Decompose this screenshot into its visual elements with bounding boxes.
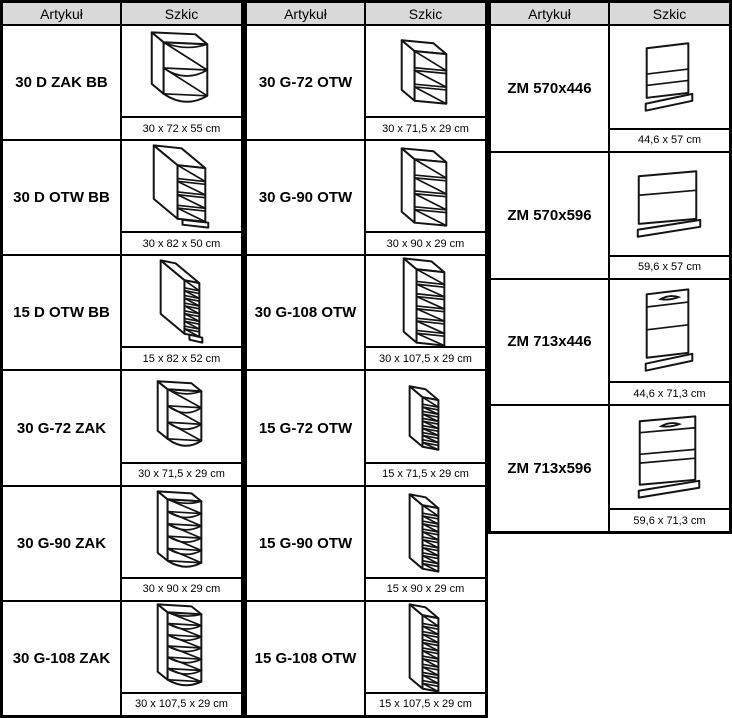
dimension-label: 30 x 71,5 x 29 cm xyxy=(366,116,485,139)
sketch-area xyxy=(122,487,241,577)
article-name: 30 G-72 ZAK xyxy=(3,371,120,484)
sketch-area xyxy=(122,602,241,692)
article-name: 30 D OTW BB xyxy=(3,141,120,254)
column-header-szkic: Szkic xyxy=(122,3,241,24)
sketch-cell xyxy=(610,406,729,531)
column-header-szkic: Szkic xyxy=(610,3,729,24)
open-shelf-cabinet-sketch xyxy=(366,26,485,116)
open-shelf-cabinet-sketch xyxy=(366,372,485,462)
dimension-label: 30 x 90 x 29 cm xyxy=(122,577,241,600)
panel-board-sketch xyxy=(610,159,729,249)
sketch-cell xyxy=(366,141,485,254)
article-name: 15 G-108 OTW xyxy=(247,602,364,715)
article-name: 15 G-90 OTW xyxy=(247,487,364,600)
sketch-area xyxy=(610,26,729,128)
dimension-label: 15 x 71,5 x 29 cm xyxy=(366,462,485,485)
article-name: ZM 713x596 xyxy=(491,406,608,531)
sketch-area xyxy=(122,26,241,116)
dimension-label: 30 x 107,5 x 29 cm xyxy=(366,346,485,369)
sketch-area xyxy=(366,256,485,346)
article-name: 30 G-108 OTW xyxy=(247,256,364,369)
article-name: ZM 570x596 xyxy=(491,153,608,278)
sketch-area xyxy=(366,141,485,231)
panel-board-sketch xyxy=(610,412,729,502)
sketch-cell xyxy=(610,26,729,151)
corner-open-cabinet-sketch xyxy=(122,487,241,577)
dimension-label: 30 x 72 x 55 cm xyxy=(122,116,241,139)
open-shelf-cabinet-sketch xyxy=(366,602,485,692)
article-name: 30 G-72 OTW xyxy=(247,26,364,139)
panel-board-sketch xyxy=(610,32,729,122)
open-shelf-cabinet-sketch xyxy=(122,256,241,346)
dimension-label: 15 x 107,5 x 29 cm xyxy=(366,692,485,715)
dimension-label: 15 x 90 x 29 cm xyxy=(366,577,485,600)
open-shelf-cabinet-sketch xyxy=(366,141,485,231)
dimension-label: 59,6 x 57 cm xyxy=(610,255,729,278)
dimension-label: 44,6 x 57 cm xyxy=(610,128,729,151)
corner-open-cabinet-sketch xyxy=(122,602,241,692)
sketch-cell xyxy=(366,26,485,139)
open-shelf-cabinet-sketch xyxy=(122,141,241,231)
sketch-area xyxy=(122,141,241,231)
column-header-szkic: Szkic xyxy=(366,3,485,24)
sketch-cell xyxy=(366,256,485,369)
sketch-cell xyxy=(122,371,241,484)
article-name: 30 G-90 OTW xyxy=(247,141,364,254)
sketch-area xyxy=(366,602,485,692)
dimension-label: 30 x 71,5 x 29 cm xyxy=(122,462,241,485)
dimension-label: 30 x 82 x 50 cm xyxy=(122,231,241,254)
article-name: 15 G-72 OTW xyxy=(247,371,364,484)
article-name: 30 G-108 ZAK xyxy=(3,602,120,715)
sketch-cell xyxy=(122,487,241,600)
catalog-table-2 xyxy=(244,0,488,718)
sketch-cell xyxy=(610,280,729,405)
catalog-table-3 xyxy=(488,0,732,534)
sketch-area xyxy=(610,280,729,382)
column-header-artykul: Artykuł xyxy=(247,3,364,24)
sketch-area xyxy=(610,153,729,255)
sketch-area xyxy=(366,26,485,116)
sketch-area xyxy=(366,487,485,577)
corner-open-cabinet-sketch xyxy=(122,372,241,462)
article-name: 30 D ZAK BB xyxy=(3,26,120,139)
corner-open-cabinet-sketch xyxy=(122,26,241,116)
dimension-label: 30 x 107,5 x 29 cm xyxy=(122,692,241,715)
article-name: 15 D OTW BB xyxy=(3,256,120,369)
panel-board-sketch xyxy=(610,285,729,375)
catalog-table-1 xyxy=(0,0,244,718)
sketch-cell xyxy=(122,602,241,715)
open-shelf-cabinet-sketch xyxy=(366,256,485,346)
dimension-label: 59,6 x 71,3 cm xyxy=(610,508,729,531)
sketch-area xyxy=(610,406,729,508)
sketch-area xyxy=(122,256,241,346)
column-header-artykul: Artykuł xyxy=(491,3,608,24)
article-name: ZM 570x446 xyxy=(491,26,608,151)
sketch-cell xyxy=(366,487,485,600)
sketch-cell xyxy=(122,26,241,139)
dimension-label: 30 x 90 x 29 cm xyxy=(366,231,485,254)
column-header-artykul: Artykuł xyxy=(3,3,120,24)
sketch-cell xyxy=(366,602,485,715)
sketch-cell xyxy=(122,256,241,369)
dimension-label: 44,6 x 71,3 cm xyxy=(610,381,729,404)
article-name: ZM 713x446 xyxy=(491,280,608,405)
sketch-cell xyxy=(366,371,485,484)
open-shelf-cabinet-sketch xyxy=(366,487,485,577)
sketch-area xyxy=(122,371,241,461)
sketch-cell xyxy=(122,141,241,254)
sketch-cell xyxy=(610,153,729,278)
dimension-label: 15 x 82 x 52 cm xyxy=(122,346,241,369)
sketch-area xyxy=(366,371,485,461)
article-name: 30 G-90 ZAK xyxy=(3,487,120,600)
